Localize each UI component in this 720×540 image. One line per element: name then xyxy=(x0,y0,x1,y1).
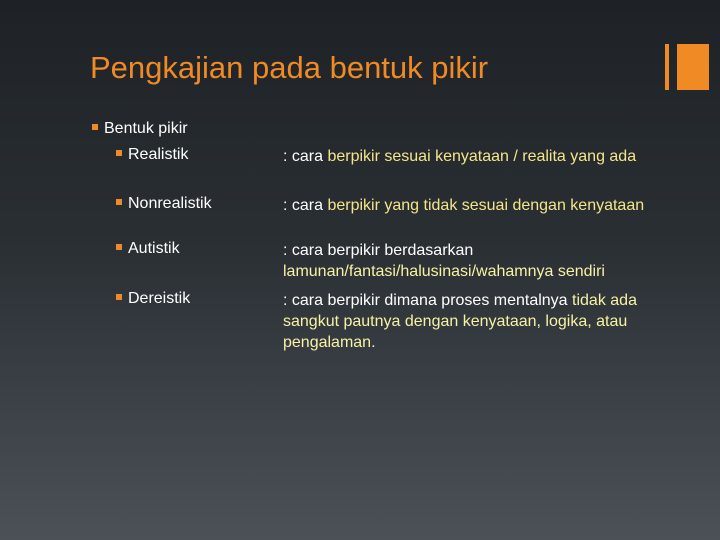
bullet-marker-icon xyxy=(116,150,122,156)
term-item xyxy=(116,195,212,213)
bullet-marker-icon xyxy=(116,294,122,300)
term-label: Nonrealistik xyxy=(128,195,212,212)
definition-text xyxy=(283,195,663,216)
definition-prefix: : cara xyxy=(283,148,328,165)
term-label: Autistik xyxy=(128,240,180,257)
main-bullet-label: Bentuk pikir xyxy=(104,120,188,137)
slide-title: Pengkajian pada bentuk pikir xyxy=(90,50,489,85)
accent-bar-thin xyxy=(665,44,669,90)
definition-highlight: berpikir sesuai kenyataan / realita yang ada xyxy=(327,148,637,165)
bullet-marker-icon xyxy=(116,199,122,205)
definition-text xyxy=(283,240,663,282)
bullet-marker-icon xyxy=(116,244,122,250)
definition-text xyxy=(283,146,663,167)
definition-highlight: tidak ada sangkut pautnya dengan kenyataan, logika, atau pengalaman. xyxy=(283,292,637,351)
definition-prefix: : cara xyxy=(283,197,328,214)
definition-prefix: : cara berpikir berdasarkan xyxy=(283,242,474,259)
definition-highlight: berpikir yang tidak sesuai dengan kenyataan xyxy=(327,197,645,214)
definition-highlight: lamunan/fantasi/halusinasi/wahamnya sendiri xyxy=(283,263,605,280)
term-item xyxy=(116,290,190,308)
term-item xyxy=(116,240,180,258)
term-label: Dereistik xyxy=(128,290,191,307)
main-bullet xyxy=(92,120,188,138)
term-item xyxy=(116,146,188,164)
accent-bar-thick xyxy=(677,44,709,90)
definition-prefix: : cara berpikir dimana proses mentalnya xyxy=(283,292,573,309)
definition-text xyxy=(283,290,663,353)
bullet-marker-icon xyxy=(92,124,98,130)
term-label: Realistik xyxy=(128,146,189,163)
